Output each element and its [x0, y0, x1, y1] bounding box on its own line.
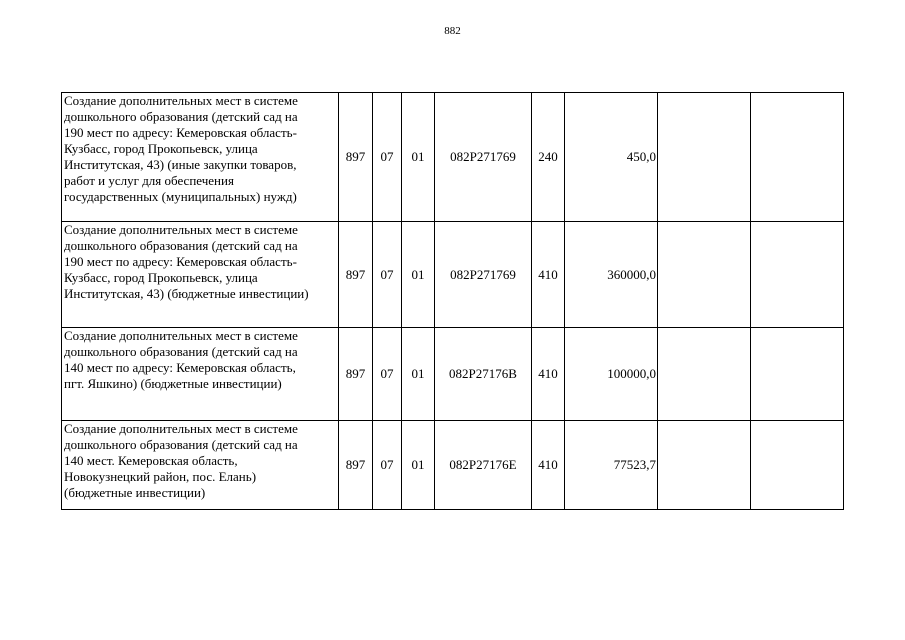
table-row	[62, 421, 844, 510]
empty-amount-cell	[658, 328, 751, 421]
empty-amount-cell	[658, 93, 751, 222]
expense-type-cell: 240	[532, 93, 565, 222]
table-row	[62, 93, 844, 222]
page-number: 882	[444, 25, 461, 37]
ministry-code-cell: 897	[339, 93, 373, 222]
target-item-cell: 082P271769	[435, 222, 532, 328]
empty-amount-cell	[658, 421, 751, 510]
ministry-code-cell: 897	[339, 328, 373, 421]
budget-table	[61, 92, 844, 510]
expense-type-cell: 410	[532, 328, 565, 421]
section-code-cell: 07	[373, 421, 402, 510]
amount-cell: 100000,0	[565, 328, 658, 421]
section-code-cell: 07	[373, 328, 402, 421]
section-code-cell: 07	[373, 222, 402, 328]
expense-type-cell: 410	[532, 421, 565, 510]
ministry-code-cell: 897	[339, 222, 373, 328]
subsection-code-cell: 01	[402, 222, 435, 328]
amount-cell: 77523,7	[565, 421, 658, 510]
amount-cell: 360000,0	[565, 222, 658, 328]
ministry-code-cell: 897	[339, 421, 373, 510]
table-row	[62, 222, 844, 328]
empty-amount-cell	[658, 222, 751, 328]
description-cell: Создание дополнительных мест в системе дошкольного образования (детский сад на 140 мест по адресу: Кемеровская область, пгт. Яшкино) (бюджетные инвестиции)	[62, 328, 339, 421]
subsection-code-cell: 01	[402, 328, 435, 421]
description-cell: Создание дополнительных мест в системе дошкольного образования (детский сад на 140 мест. Кемеровская область, Новокузнецкий район, пос. Елань) (бюджетные инвестиции)	[62, 421, 339, 510]
subsection-code-cell: 01	[402, 93, 435, 222]
section-code-cell: 07	[373, 93, 402, 222]
description-cell: Создание дополнительных мест в системе дошкольного образования (детский сад на 190 мест по адресу: Кемеровская область- Кузбасс, город Прокопьевск, улица Институтская, 43) (бюджетные инвестиции)	[62, 222, 339, 328]
empty-amount-cell	[751, 93, 844, 222]
target-item-cell: 082P271769	[435, 93, 532, 222]
description-cell: Создание дополнительных мест в системе дошкольного образования (детский сад на 190 мест по адресу: Кемеровская область- Кузбасс, город Прокопьевск, улица Институтская, 43) (иные закупки товаров, работ и услуг для обеспечения государственных (муниципальных) нужд)	[62, 93, 339, 222]
table-row	[62, 328, 844, 421]
target-item-cell: 082P27176E	[435, 421, 532, 510]
empty-amount-cell	[751, 222, 844, 328]
expense-type-cell: 410	[532, 222, 565, 328]
amount-cell: 450,0	[565, 93, 658, 222]
empty-amount-cell	[751, 421, 844, 510]
empty-amount-cell	[751, 328, 844, 421]
subsection-code-cell: 01	[402, 421, 435, 510]
target-item-cell: 082P27176B	[435, 328, 532, 421]
